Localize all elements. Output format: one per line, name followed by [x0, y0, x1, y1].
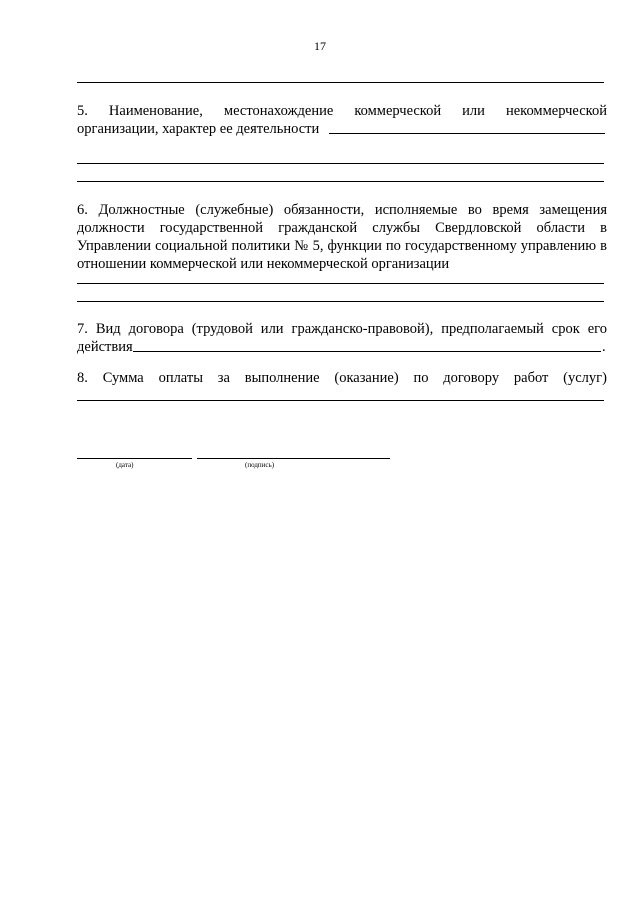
section-7-line-1: 7. Вид договора (трудовой или гражданско-правовой), предполагаемый срок его [77, 321, 607, 337]
section-7-fill-line [133, 351, 601, 352]
date-label: (дата) [116, 461, 134, 469]
section-7-line-2: действия [77, 339, 133, 355]
section-8-blank-line [77, 400, 604, 401]
word: (услуг) [563, 370, 607, 386]
section-8-line [77, 369, 607, 387]
date-line [77, 458, 192, 459]
word: договору [443, 370, 500, 386]
section-6-blank-line-2 [77, 301, 604, 302]
word: оплаты [158, 370, 203, 386]
word: 8. [77, 370, 88, 386]
section-7-period: . [602, 339, 606, 355]
word: или [462, 103, 485, 119]
blank-line-top [77, 82, 604, 83]
word: работ [513, 370, 549, 386]
section-5-line-2: организации, характер ее деятельности [77, 121, 320, 137]
word: по [413, 370, 429, 386]
word: (оказание) [334, 370, 399, 386]
word: за [217, 370, 230, 386]
section-5-blank-line-1 [77, 163, 604, 164]
word: коммерческой [354, 103, 442, 119]
section-5-fill-line [329, 133, 605, 134]
signature-line [197, 458, 390, 459]
section-5-line-1 [77, 102, 607, 120]
word: 5. [77, 103, 88, 119]
section-6-blank-line-1 [77, 283, 604, 284]
word: местонахождение [223, 103, 334, 119]
word: некоммерческой [505, 103, 607, 119]
section-5-blank-line-2 [77, 181, 604, 182]
word: Сумма [102, 370, 144, 386]
section-6-text: 6. Должностные (служебные) обязанности, исполняемые во время замещения должности государственной гражданской службы Свердловской области в Управлении социальной политики № 5, функции по государственному управлению в отношении коммерческой или некоммерческой организации [77, 202, 607, 272]
signature-label: (подпись) [245, 461, 275, 469]
word: Наименование, [108, 103, 203, 119]
page-number: 17 [314, 39, 326, 53]
word: выполнение [244, 370, 320, 386]
